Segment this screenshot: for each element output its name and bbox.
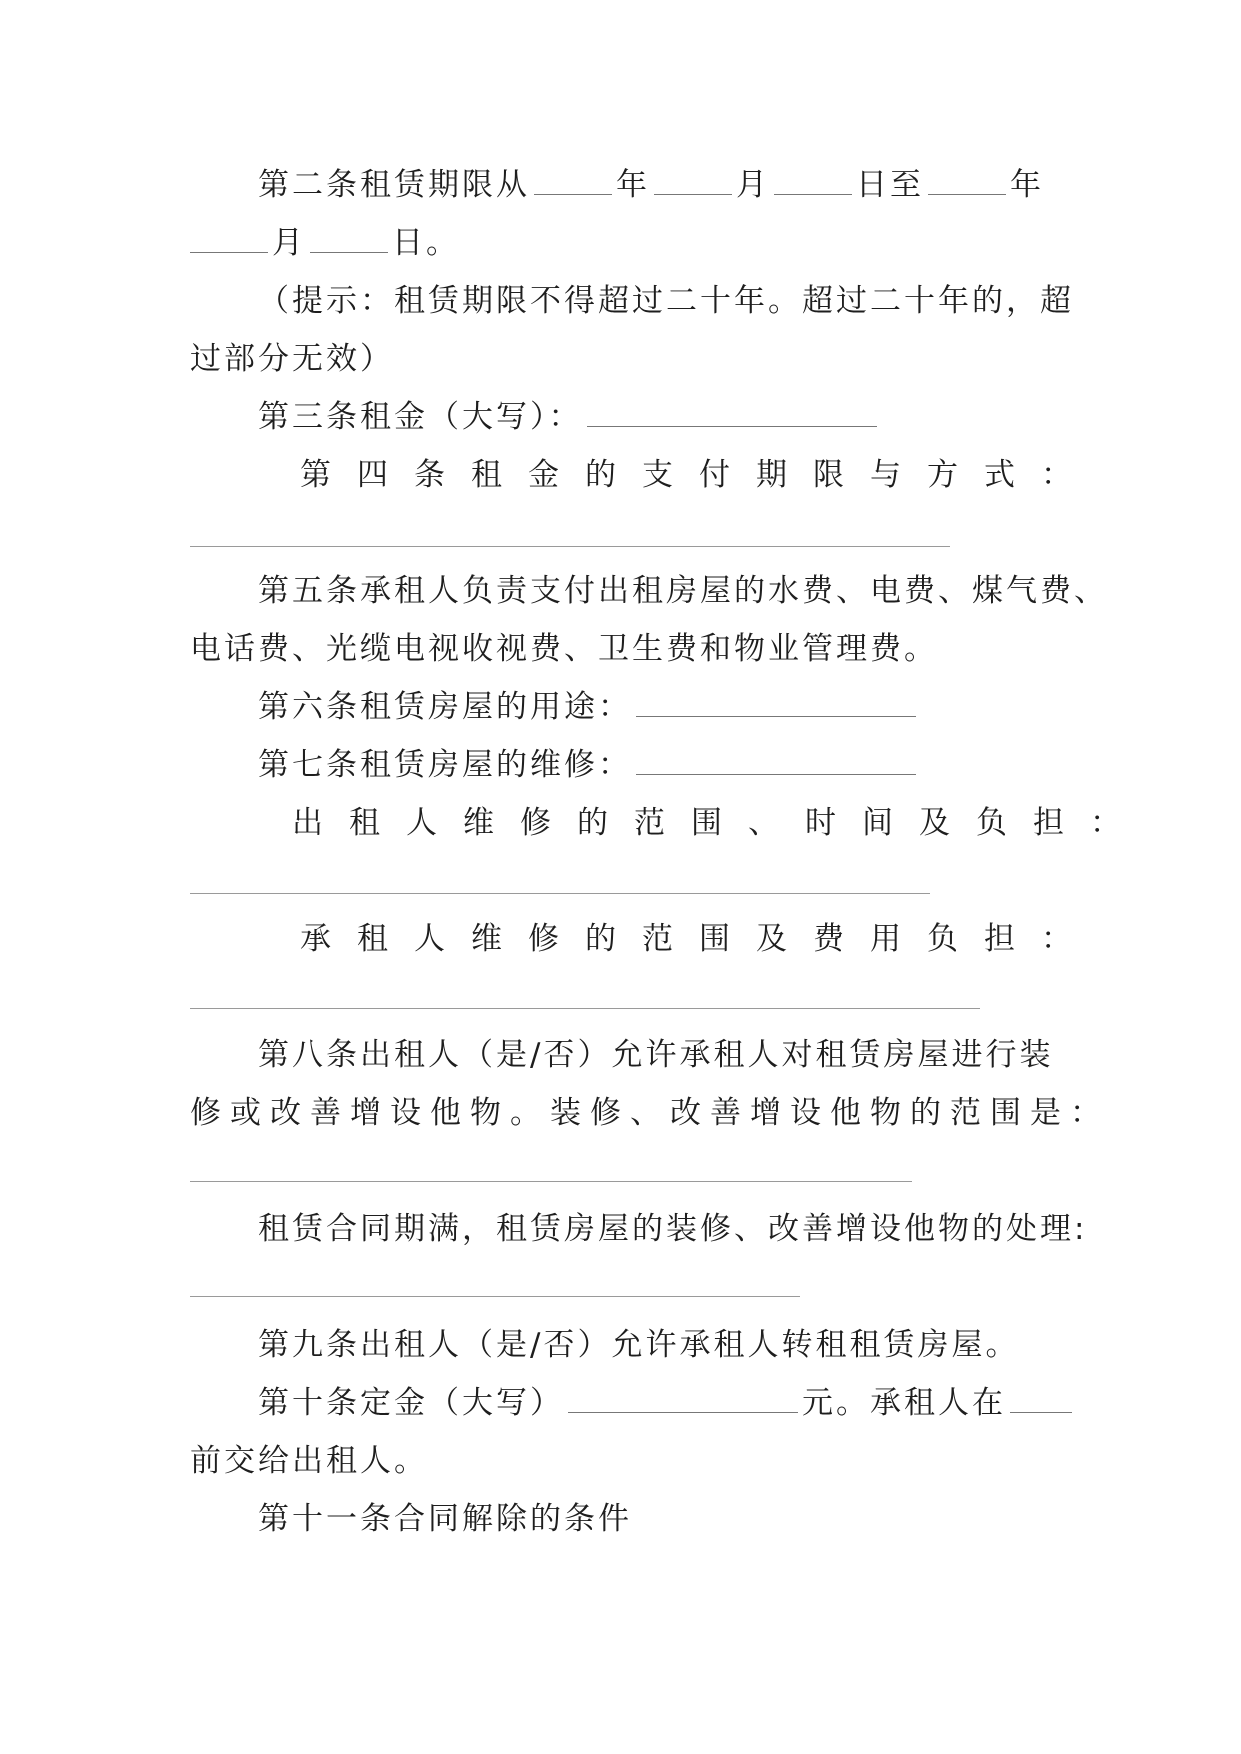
- hint-line-1: （提示：租赁期限不得超过二十年。超过二十年的，超: [258, 283, 1074, 319]
- article-8-line-1: 第八条出租人（是/否）允许承租人对租赁房屋进行装: [258, 1037, 1054, 1073]
- lessee-repair-line: 承租人维修的范围及费用负担：: [300, 921, 1098, 957]
- lessor-repair-blank[interactable]: [190, 893, 930, 894]
- article-5-line-2: 电话费、光缆电视收视费、卫生费和物业管理费。: [190, 631, 938, 667]
- expiry-handling-blank[interactable]: [190, 1296, 800, 1297]
- decoration-scope-blank[interactable]: [190, 1181, 912, 1182]
- article-9: 第九条出租人（是/否）允许承租人转租租赁房屋。: [258, 1327, 1020, 1363]
- lessee-repair-blank[interactable]: [190, 1008, 980, 1009]
- lessor-repair-line: 出租人维修的范围、时间及负担：: [292, 805, 1147, 841]
- expiry-line: 租赁合同期满，租赁房屋的装修、改善增设他物的处理:: [258, 1211, 1088, 1247]
- year-to-blank[interactable]: [928, 193, 1006, 195]
- article-8-line-2: 修或改善增设他物。装修、改善增设他物的范围是：: [190, 1095, 1110, 1131]
- article-3: 第三条租金（大写）：: [258, 402, 881, 433]
- article-7: 第七条租赁房屋的维修：: [258, 750, 920, 781]
- article-5-line-1: 第五条承租人负责支付出租房屋的水费、电费、煤气费、: [258, 573, 1108, 609]
- payment-method-blank[interactable]: [190, 546, 950, 547]
- deposit-date-blank[interactable]: [1010, 1411, 1072, 1413]
- usage-blank[interactable]: [636, 715, 916, 717]
- article-2-line-2: 月 日。: [190, 228, 460, 259]
- hint-line-2: 过部分无效）: [190, 341, 394, 377]
- deposit-amount-blank[interactable]: [568, 1411, 798, 1413]
- rent-amount-blank[interactable]: [587, 425, 877, 427]
- month-to-blank[interactable]: [190, 251, 268, 253]
- year-from-blank[interactable]: [534, 193, 612, 195]
- article-10-line-1: 第十条定金（大写） 元。承租人在: [258, 1388, 1076, 1419]
- article-2-line-1: 第二条租赁期限从 年 月 日至 年: [258, 167, 1044, 203]
- month-from-blank[interactable]: [654, 193, 732, 195]
- day-to-blank[interactable]: [310, 251, 388, 253]
- day-from-blank[interactable]: [774, 193, 852, 195]
- article-10-line-2: 前交给出租人。: [190, 1443, 428, 1479]
- repair-blank[interactable]: [636, 773, 916, 775]
- article-11: 第十一条合同解除的条件: [258, 1501, 632, 1537]
- article-6: 第六条租赁房屋的用途：: [258, 692, 920, 723]
- article-4: 第四条租金的支付期限与方式：: [300, 457, 1098, 493]
